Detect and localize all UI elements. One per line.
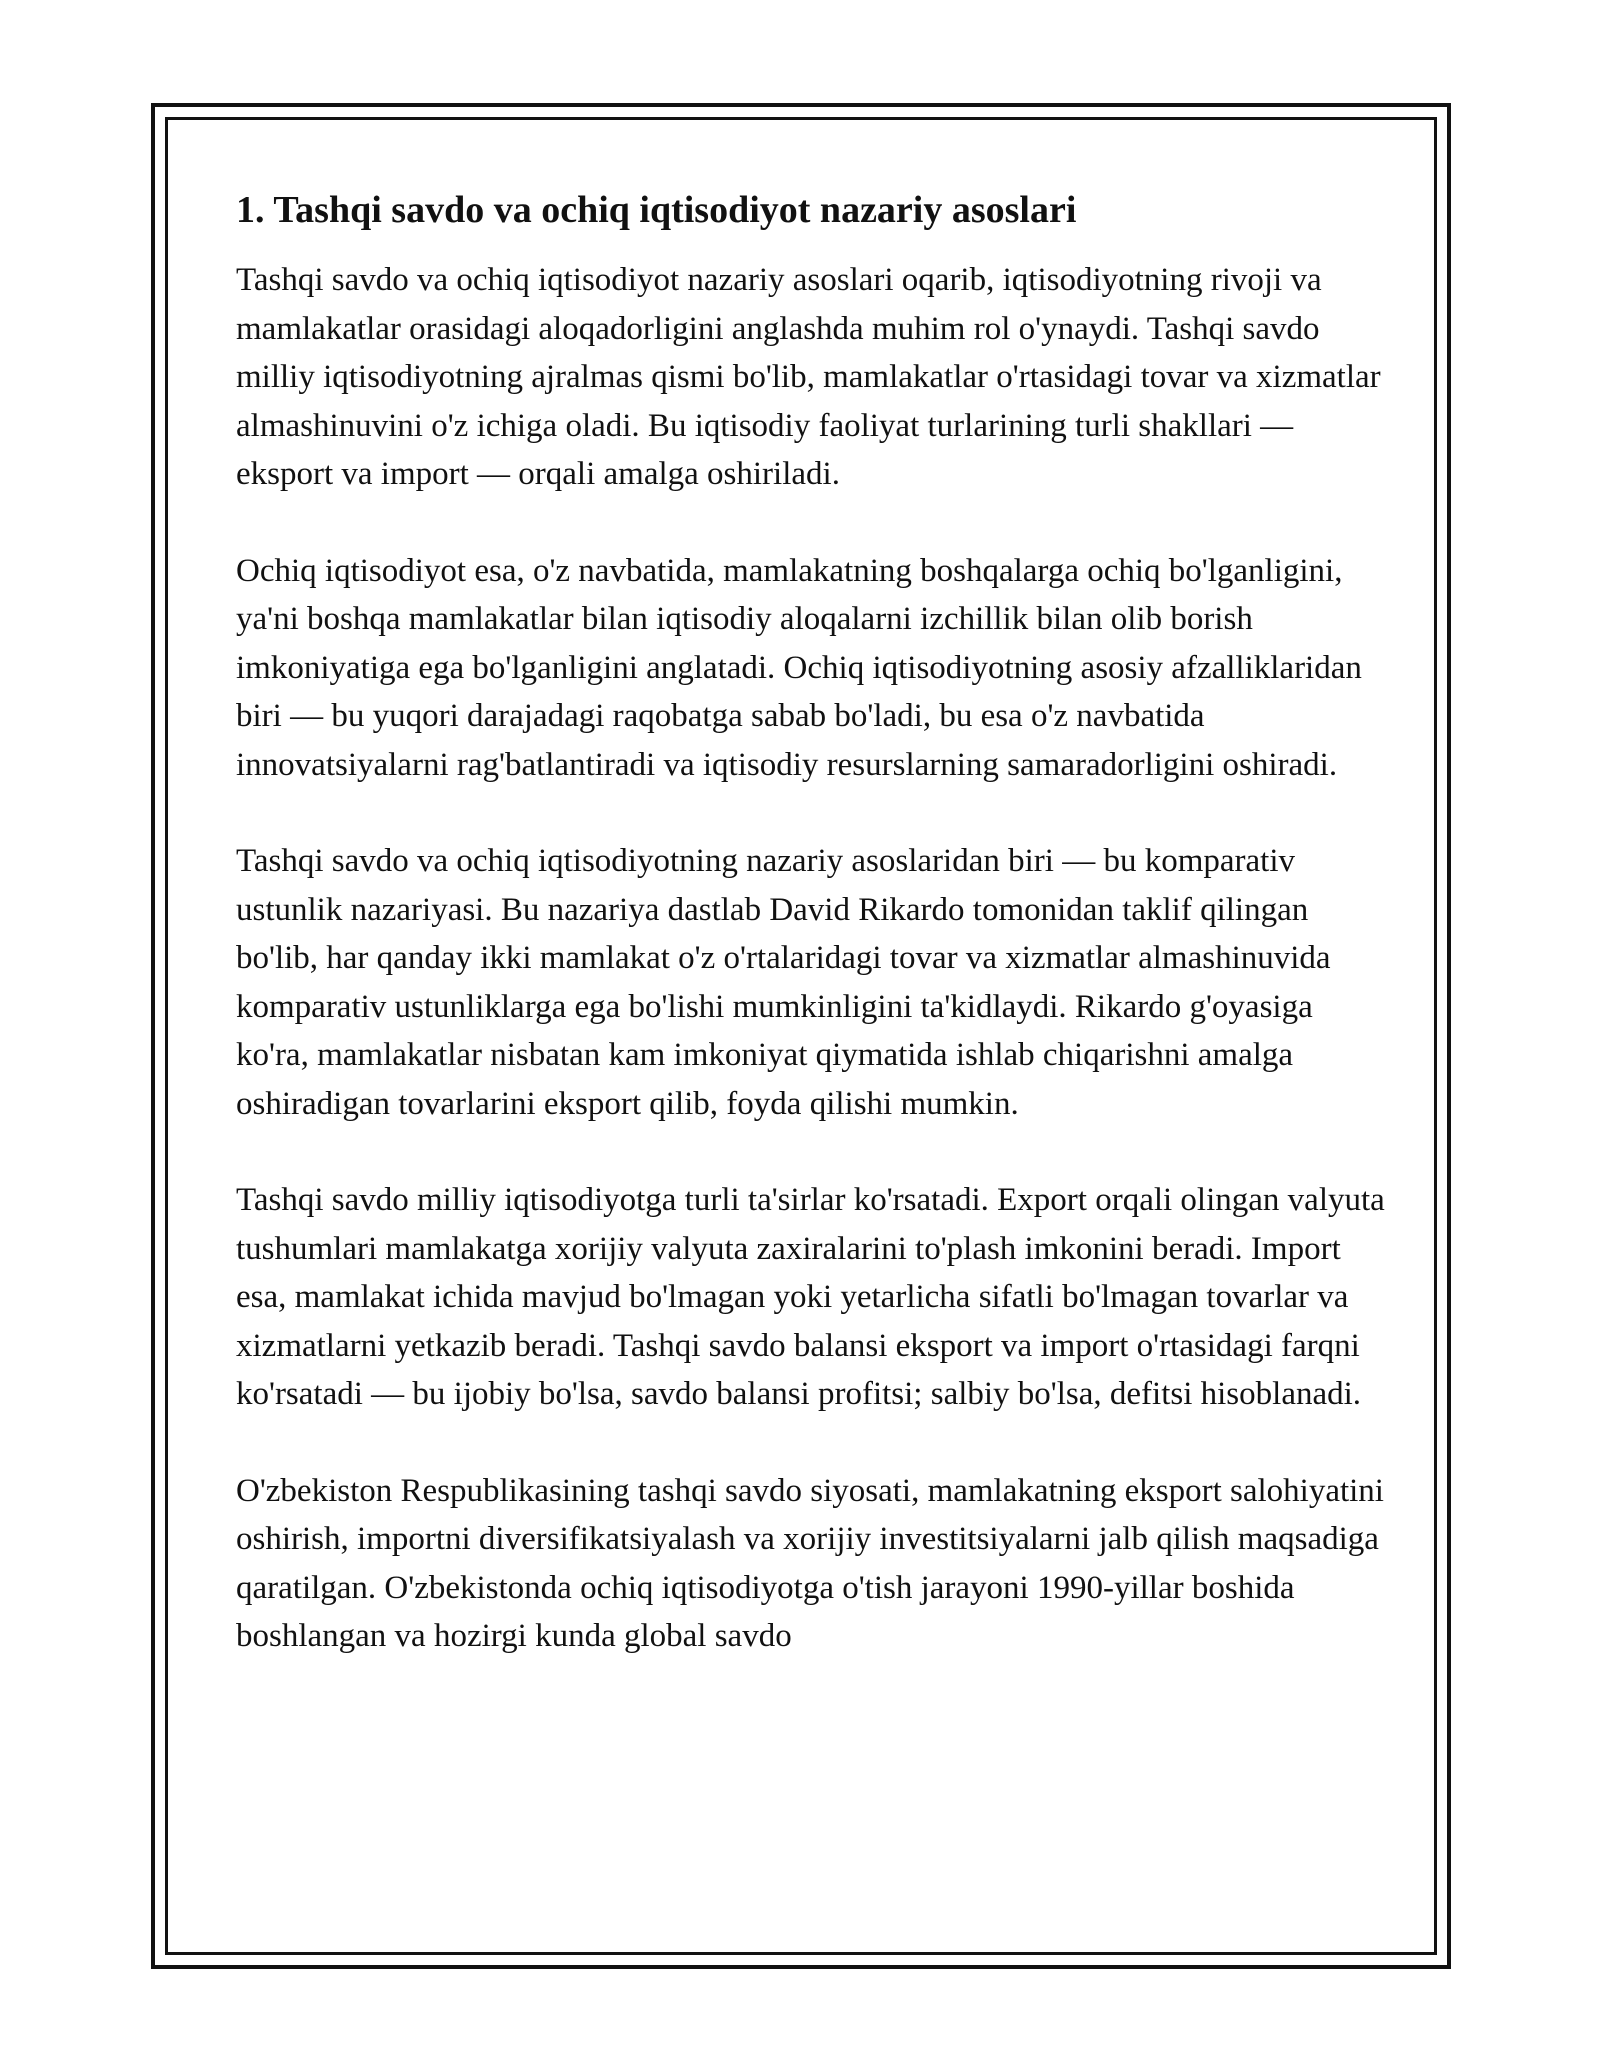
paragraph-1: Tashqi savdo va ochiq iqtisodiyot nazariy asoslari oqarib, iqtisodiyotning rivoji va mamlakatlar orasidagi aloqadorligini anglashda muhim rol o'ynaydi. Tashqi savdo milliy iqtisodiyotning ajralmas qismi bo'lib, mamlakatlar o'rtasidagi tovar va xizmatlar almashinuvini o'z ichiga oladi. Bu iqtisodiy faoliyat turlarining turli shakllari — eksport va import — orqali amalga oshiriladi.	[236, 262, 1381, 492]
document-body	[236, 186, 1386, 1661]
paragraph-3: Tashqi savdo va ochiq iqtisodiyotning nazariy asoslaridan biri — bu komparativ ustunlik nazariyasi. Bu nazariya dastlab David Rikardo tomonidan taklif qilingan bo'lib, har qanday ikki mamlakat o'z o'rtalaridagi tovar va xizmatlar almashinuvida komparativ ustunliklarga ega bo'lishi mumkinligini ta'kidlaydi. Rikardo g'oyasiga ko'ra, mamlakatlar nisbatan kam imkoniyat qiymatida ishlab chiqarishni amalga oshiradigan tovarlarini eksport qilib, foyda qilishi mumkin.	[236, 843, 1331, 1122]
paragraph-5: O'zbekiston Respublikasining tashqi savdo siyosati, mamlakatning eksport salohiyatini oshirish, importni diversifikatsiyalash va xorijiy investitsiyalarni jalb qilish maqsadiga qaratilgan. O'zbekistonda ochiq iqtisodiyotga o'tish jarayoni 1990-yillar boshida boshlangan va hozirgi kunda global savdo	[236, 1472, 1384, 1654]
section-heading: 1. Tashqi savdo va ochiq iqtisodiyot nazariy asoslari	[236, 189, 1077, 231]
paragraph-4: Tashqi savdo milliy iqtisodiyotga turli ta'sirlar ko'rsatadi. Export orqali olingan valyuta tushumlari mamlakatga xorijiy valyuta zaxiralarini to'plash imkonini beradi. Import esa, mamlakat ichida mavjud bo'lmagan yoki yetarlicha sifatli bo'lmagan tovarlar va xizmatlarni yetkazib beradi. Tashqi savdo balansi eksport va import o'rtasidagi farqni ko'rsatadi — bu ijobiy bo'lsa, savdo balansi profitsi; salbiy bo'lsa, defitsi hisoblanadi.	[236, 1182, 1385, 1412]
paragraph-2: Ochiq iqtisodiyot esa, o'z navbatida, mamlakatning boshqalarga ochiq bo'lganligini, ya'ni boshqa mamlakatlar bilan iqtisodiy aloqalarni izchillik bilan olib borish imkoniyatiga ega bo'lganligini anglatadi. Ochiq iqtisodiyotning asosiy afzalliklaridan biri — bu yuqori darajadagi raqobatga sabab bo'ladi, bu esa o'z navbatida innovatsiyalarni rag'batlantiradi va iqtisodiy resurslarning samaradorligini oshiradi.	[236, 552, 1362, 783]
